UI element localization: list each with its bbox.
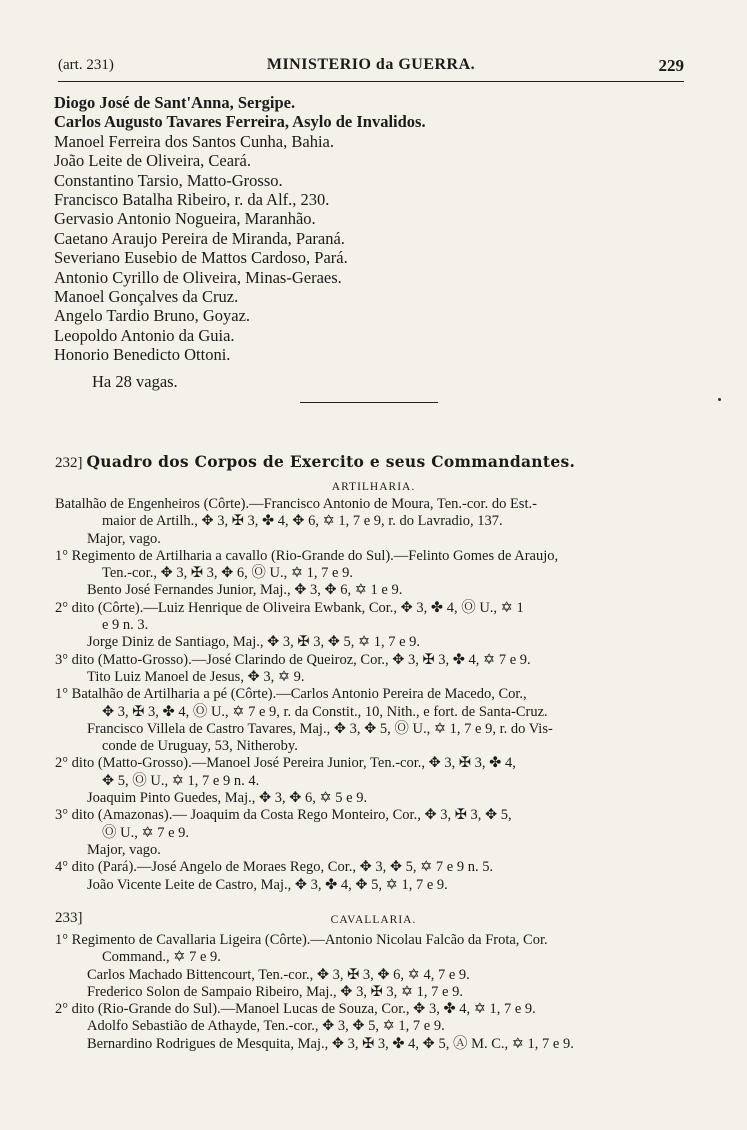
entry-line: Ⓞ U., ✡ 7 e 9. <box>102 824 190 841</box>
entry-line: Batalhão de Engenheiros (Côrte).—Francisco Antonio de Moura, Ten.-cor. do Est.- <box>55 496 537 512</box>
subsection-heading-artilharia: ARTILHARIA. <box>331 481 416 493</box>
list-item: Antonio Cyrillo de Oliveira, Minas-Geraes. <box>54 267 342 287</box>
entry-line: Frederico Solon de Sampaio Ribeiro, Maj., ✥ 3, ✠ 3, ✡ 1, 7 e 9. <box>87 983 463 1000</box>
section-divider <box>300 402 438 403</box>
entry-line: conde de Uruguay, 53, Nitheroby. <box>102 738 298 755</box>
ink-speck <box>718 398 721 401</box>
list-item: Caetano Araujo Pereira de Miranda, Paraná. <box>54 228 345 248</box>
list-item: Manoel Gonçalves da Cruz. <box>54 287 239 307</box>
list-item: Carlos Augusto Tavares Ferreira, Asylo de Invalidos. <box>54 112 426 132</box>
list-item: Honorio Benedicto Ottoni. <box>54 345 231 365</box>
entry-line: Ten.-cor., ✥ 3, ✠ 3, ✥ 6, Ⓞ U., ✡ 1, 7 e 9. <box>102 565 353 582</box>
list-item: João Leite de Oliveira, Ceará. <box>54 151 251 171</box>
running-header <box>58 55 684 82</box>
entry-line: Bernardino Rodrigues de Mesquita, Maj., ✥ 3, ✠ 3, ✤ 4, ✥ 5, Ⓐ M. C., ✡ 1, 7 e 9. <box>87 1035 574 1052</box>
entry-line: Adolfo Sebastião de Athayde, Ten.-cor., ✥ 3, ✥ 5, ✡ 1, 7 e 9. <box>87 1018 445 1035</box>
section-heading: Quadro dos Corpos de Exercito e seus Commandantes. <box>86 452 576 471</box>
entry-line: 4° dito (Pará).—José Angelo de Moraes Rego, Cor., ✥ 3, ✥ 5, ✡ 7 e 9 n. 5. <box>55 859 494 876</box>
entry-line: 1° Batalhão de Artilharia a pé (Côrte).—Carlos Antonio Pereira de Macedo, Cor., <box>55 686 527 703</box>
entry-line: 2° dito (Matto-Grosso).—Manoel José Pereira Junior, Ten.-cor., ✥ 3, ✠ 3, ✤ 4, <box>55 755 516 772</box>
ministry-title: MINISTERIO da GUERRA. <box>266 56 476 73</box>
article-reference: (art. 231) <box>58 57 114 73</box>
entry-line: ✥ 3, ✠ 3, ✤ 4, Ⓞ U., ✡ 7 e 9, r. da Constit., 10, Nith., e fort. de Santa-Cruz. <box>102 703 548 720</box>
entry-line: Bento José Fernandes Junior, Maj., ✥ 3, ✥ 6, ✡ 1 e 9. <box>87 582 403 599</box>
section-number: 232] <box>55 455 83 471</box>
list-item: Gervasio Antonio Nogueira, Maranhão. <box>54 209 316 229</box>
section-number: 233] <box>55 910 83 926</box>
entry-line: Major, vago. <box>87 530 161 547</box>
page-number: 229 <box>658 56 684 75</box>
list-item: Diogo José de Sant'Anna, Sergipe. <box>54 93 296 112</box>
entry-line: Tito Luiz Manoel de Jesus, ✥ 3, ✡ 9. <box>87 668 305 685</box>
entry-line: 3° dito (Matto-Grosso).—José Clarindo de Queiroz, Cor., ✥ 3, ✠ 3, ✤ 4, ✡ 7 e 9. <box>55 651 531 668</box>
entry-line: Major, vago. <box>87 841 161 858</box>
list-item: Constantino Tarsio, Matto-Grosso. <box>54 170 283 190</box>
cavallaria-entries <box>55 932 695 1053</box>
entry-line: 3° dito (Amazonas).— Joaquim da Costa Rego Monteiro, Cor., ✥ 3, ✠ 3, ✥ 5, <box>55 807 512 824</box>
entry-line: João Vicente Leite de Castro, Maj., ✥ 3, ✤ 4, ✥ 5, ✡ 1, 7 e 9. <box>87 876 448 893</box>
subsection-heading-cavallaria: CAVALLARIA. <box>330 914 417 926</box>
entry-line: Command., ✡ 7 e 9. <box>102 949 221 966</box>
entry-line: Joaquim Pinto Guedes, Maj., ✥ 3, ✥ 6, ✡ 5 e 9. <box>87 790 368 807</box>
list-item: Angelo Tardio Bruno, Goyaz. <box>54 306 251 326</box>
entry-line: Francisco Villela de Castro Tavares, Maj., ✥ 3, ✥ 5, Ⓞ U., ✡ 1, 7 e 9, r. do Vis- <box>87 720 553 737</box>
list-item: Severiano Eusebio de Mattos Cardoso, Pará. <box>54 248 348 268</box>
entry-line: 1° Regimento de Artilharia a cavallo (Rio-Grande do Sul).—Felinto Gomes de Araujo, <box>55 547 559 564</box>
entry-line: 2° dito (Rio-Grande do Sul).—Manoel Lucas de Souza, Cor., ✥ 3, ✤ 4, ✡ 1, 7 e 9. <box>55 1001 536 1018</box>
name-list <box>54 93 694 365</box>
entry-line: 1° Regimento de Cavallaria Ligeira (Côrte).—Antonio Nicolau Falcão da Frota, Cor. <box>55 932 548 948</box>
entry-line: Jorge Diniz de Santiago, Maj., ✥ 3, ✠ 3, ✥ 5, ✡ 1, 7 e 9. <box>87 634 421 651</box>
list-item: Leopoldo Antonio da Guia. <box>54 325 235 345</box>
artilharia-entries <box>55 496 695 894</box>
entry-line: maior de Artilh., ✥ 3, ✠ 3, ✤ 4, ✥ 6, ✡ 1, 7 e 9, r. do Lavradio, 137. <box>102 513 503 530</box>
entry-line: ✥ 5, Ⓞ U., ✡ 1, 7 e 9 n. 4. <box>102 772 260 789</box>
list-item: Francisco Batalha Ribeiro, r. da Alf., 230. <box>54 190 330 210</box>
entry-line: Carlos Machado Bittencourt, Ten.-cor., ✥ 3, ✠ 3, ✥ 6, ✡ 4, 7 e 9. <box>87 966 470 983</box>
list-item: Manoel Ferreira dos Santos Cunha, Bahia. <box>54 131 334 151</box>
vacancies-note: Ha 28 vagas. <box>92 372 178 391</box>
entry-line: e 9 n. 3. <box>102 617 149 634</box>
section-title <box>55 452 695 472</box>
entry-line: 2° dito (Côrte).—Luiz Henrique de Oliveira Ewbank, Cor., ✥ 3, ✤ 4, Ⓞ U., ✡ 1 <box>55 599 524 616</box>
